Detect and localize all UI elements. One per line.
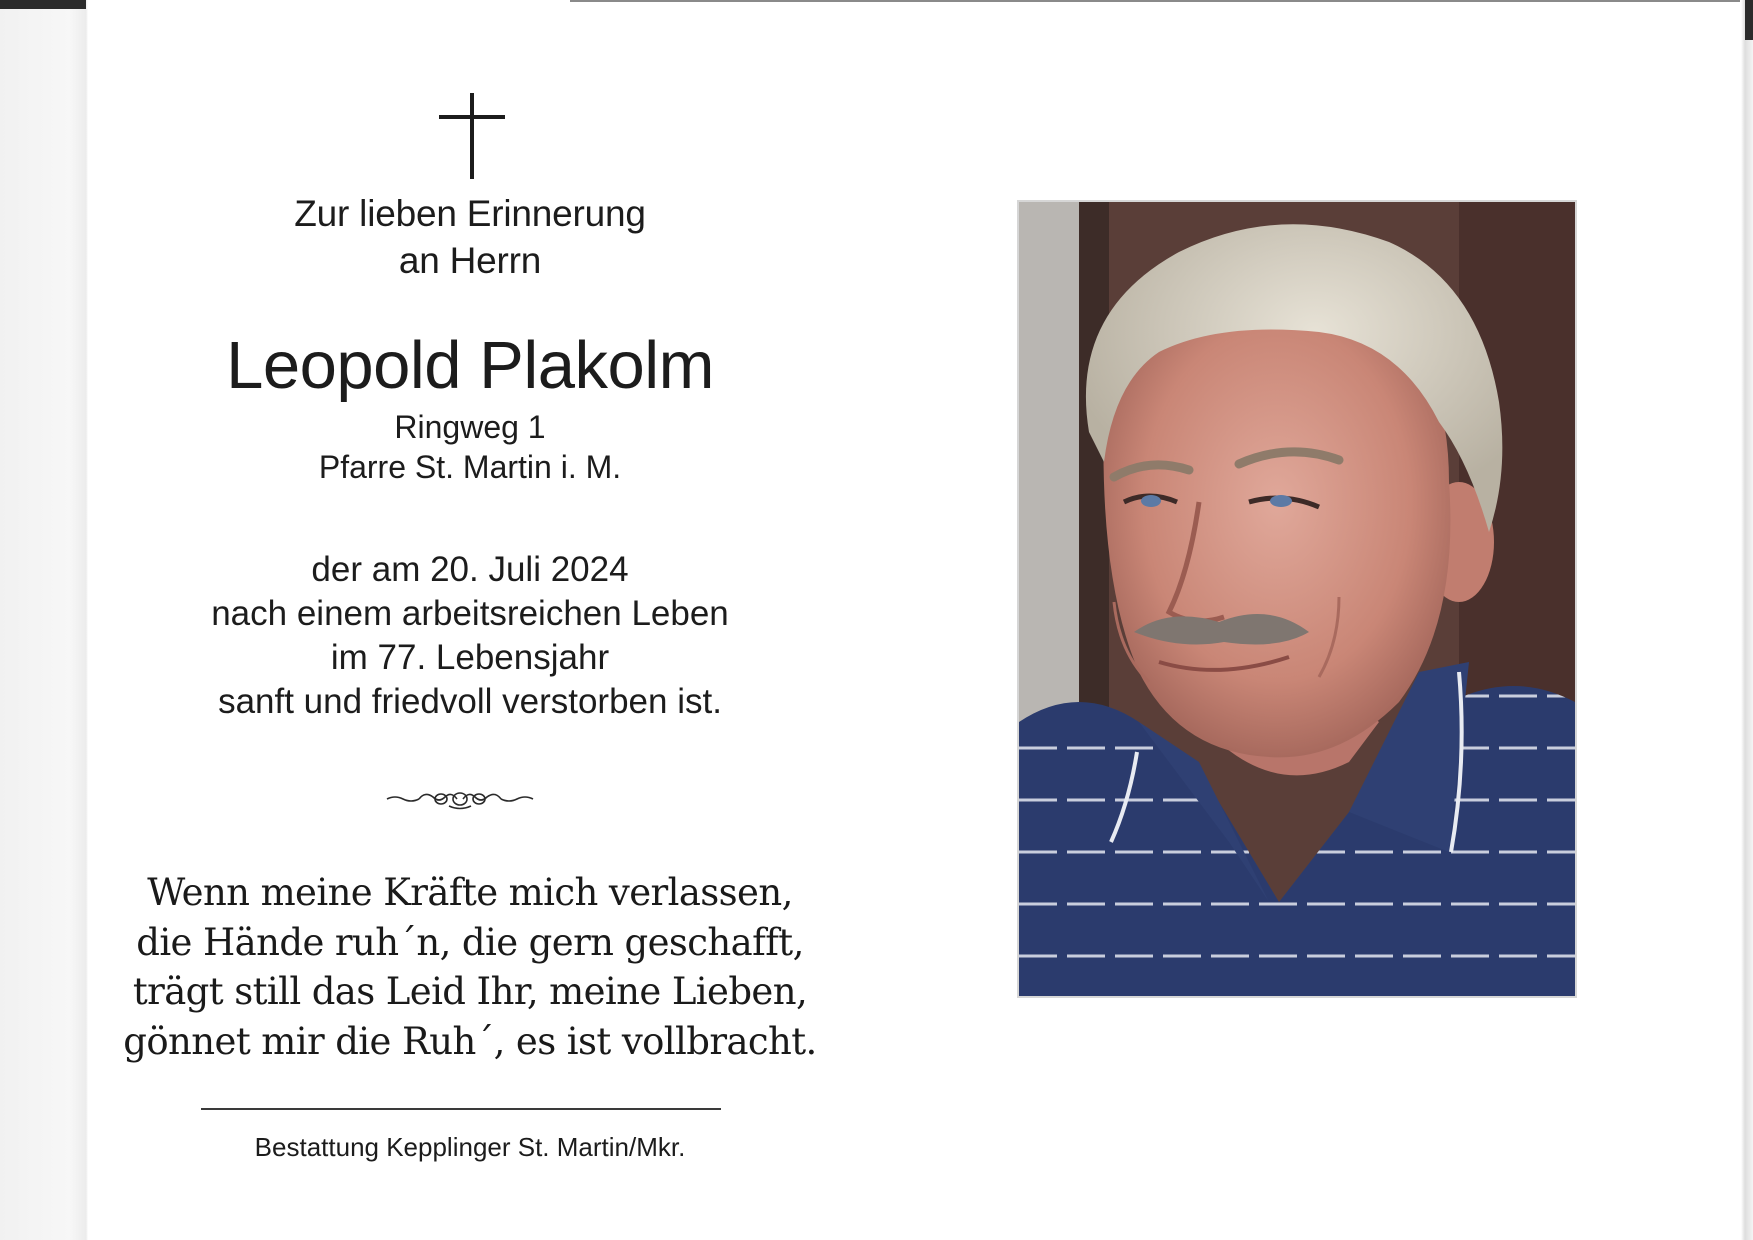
address-line: Ringweg 1: [394, 409, 546, 445]
death-line: nach einem arbeitsreichen Leben: [211, 594, 729, 633]
undertaker-credit: Bestattung Kepplinger St. Martin/Mkr.: [254, 1132, 686, 1162]
latin-cross-icon: [439, 93, 505, 179]
address-line: Pfarre St. Martin i. M.: [318, 449, 622, 485]
portrait-illustration: [1019, 202, 1575, 996]
verse-line: gönnet mir die Ruh´, es ist vollbracht.: [123, 1019, 817, 1063]
scan-edge-left: [0, 0, 88, 1240]
scan-edge-corner-right: [1745, 0, 1753, 40]
death-notice: [110, 548, 830, 724]
deceased-name: Leopold Plakolm: [226, 328, 714, 403]
death-line: im 77. Lebensjahr: [330, 638, 610, 677]
verse-line: Wenn meine Kräfte mich verlassen,: [147, 871, 793, 914]
intro-text: [110, 190, 830, 284]
scan-edge-corner: [0, 0, 86, 9]
scan-edge-right: [1741, 0, 1753, 1240]
death-line: der am 20. Juli 2024: [311, 550, 629, 589]
verse-line: die Hände ruh´n, die gern geschafft,: [136, 920, 804, 964]
intro-line: an Herrn: [398, 240, 542, 281]
flourish-ornament-icon: [385, 786, 535, 812]
address-block: [110, 407, 830, 487]
verse-line: trägt still das Leid Ihr, meine Lieben,: [132, 970, 808, 1013]
death-line: sanft und friedvoll verstorben ist.: [218, 682, 722, 721]
portrait-photo: [1019, 202, 1575, 996]
intro-line: Zur lieben Erinnerung: [294, 193, 646, 234]
memorial-verse: [110, 868, 830, 1066]
divider-line: [201, 1108, 721, 1110]
memorial-text-column: [110, 0, 830, 1240]
